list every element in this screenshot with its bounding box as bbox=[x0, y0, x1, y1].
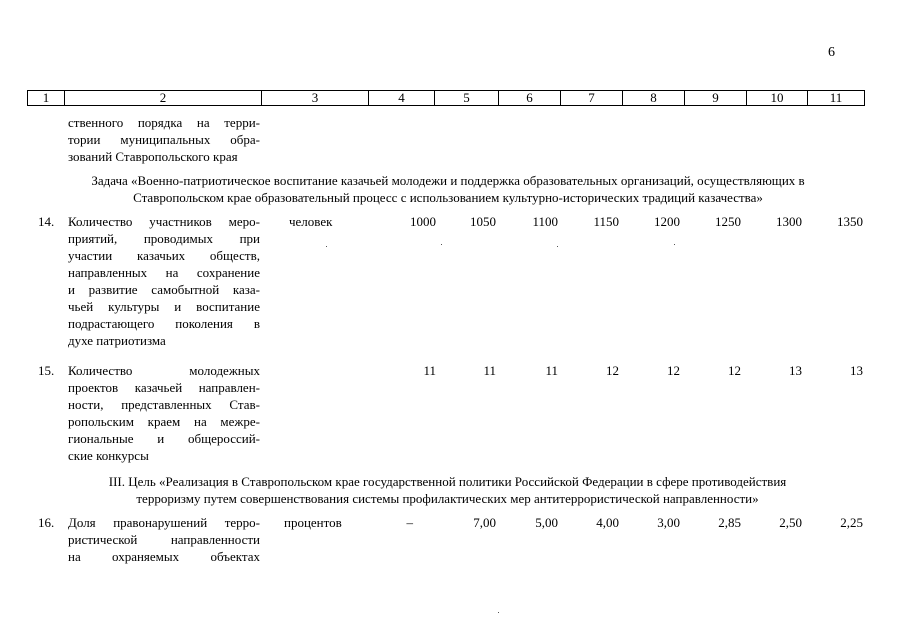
row-number: 14. bbox=[38, 214, 55, 229]
row-value: 2,50 bbox=[779, 515, 802, 530]
continuation-text: ственного порядка на терри- тории муниципальных обра- зований Ставропольского края bbox=[68, 115, 260, 164]
row-value: – bbox=[406, 515, 413, 530]
row-unit: человек bbox=[289, 214, 333, 229]
column-header: 1 bbox=[42, 90, 50, 105]
row-value: 13 bbox=[850, 363, 863, 378]
row-description: Количество участников меро- приятий, проводимых при участии казачьих обществ, направленных на сохранение и развитие самобытной каза- чьей культуры и воспитание подрастающего поколения в духе патриотизма bbox=[68, 214, 260, 348]
row-value: 1350 bbox=[837, 214, 863, 229]
page-number: 6 bbox=[828, 45, 835, 60]
column-header: 4 bbox=[398, 90, 405, 105]
row-value: 1000 bbox=[410, 214, 436, 229]
row-description: Доля правонарушений терро- ристической направленности на охраняемых объектах bbox=[68, 515, 260, 564]
row-value: 11 bbox=[483, 363, 496, 378]
row-value: 4,00 bbox=[596, 515, 619, 530]
goal-heading: III. Цель «Реализация в Ставропольском крае государственной политики Российской Федерации в сфере противодействия терроризму путем совершенствования системы профилактических мер антитеррористической направленности» bbox=[108, 474, 787, 506]
row-value: 1200 bbox=[654, 214, 680, 229]
row-value: 12 bbox=[728, 363, 741, 378]
row-value: 12 bbox=[667, 363, 680, 378]
column-header: 3 bbox=[311, 90, 319, 105]
row-value: 1250 bbox=[715, 214, 741, 229]
task-heading: Задача «Военно-патриотическое воспитание казачьей молодежи и поддержка образовательных организаций, осуществляющих в Ставропольском крае образовательный процесс с использованием культурно-исторических традиций казачества» bbox=[91, 173, 805, 205]
row-value: 1100 bbox=[532, 214, 558, 229]
row-unit: процентов bbox=[284, 515, 342, 530]
row-value: 11 bbox=[423, 363, 436, 378]
column-header: 2 bbox=[159, 90, 167, 105]
row-value: 11 bbox=[545, 363, 558, 378]
row-value: 3,00 bbox=[657, 515, 680, 530]
column-header: 9 bbox=[712, 90, 719, 105]
row-value: 1300 bbox=[776, 214, 802, 229]
row-number: 15. bbox=[38, 363, 55, 378]
row-number: 16. bbox=[38, 515, 55, 530]
row-value: 2,25 bbox=[840, 515, 863, 530]
column-header: 8 bbox=[650, 90, 657, 105]
row-value: 5,00 bbox=[535, 515, 558, 530]
column-header: 11 bbox=[829, 90, 843, 105]
row-description: Количество молодежных проектов казачьей направлен- ности, представленных Став- ропольским краем на межре- гиональные и общероссий- ские конкурсы bbox=[68, 363, 260, 463]
row-value: 1050 bbox=[470, 214, 496, 229]
column-header-row bbox=[27, 90, 865, 106]
row-value: 7,00 bbox=[473, 515, 496, 530]
row-value: 2,85 bbox=[718, 515, 741, 530]
column-header: 7 bbox=[588, 90, 595, 105]
row-value: 12 bbox=[606, 363, 619, 378]
column-header: 6 bbox=[526, 90, 533, 105]
column-header: 5 bbox=[463, 90, 470, 105]
column-header: 10 bbox=[770, 90, 784, 105]
row-value: 1150 bbox=[593, 214, 619, 229]
row-value: 13 bbox=[789, 363, 802, 378]
